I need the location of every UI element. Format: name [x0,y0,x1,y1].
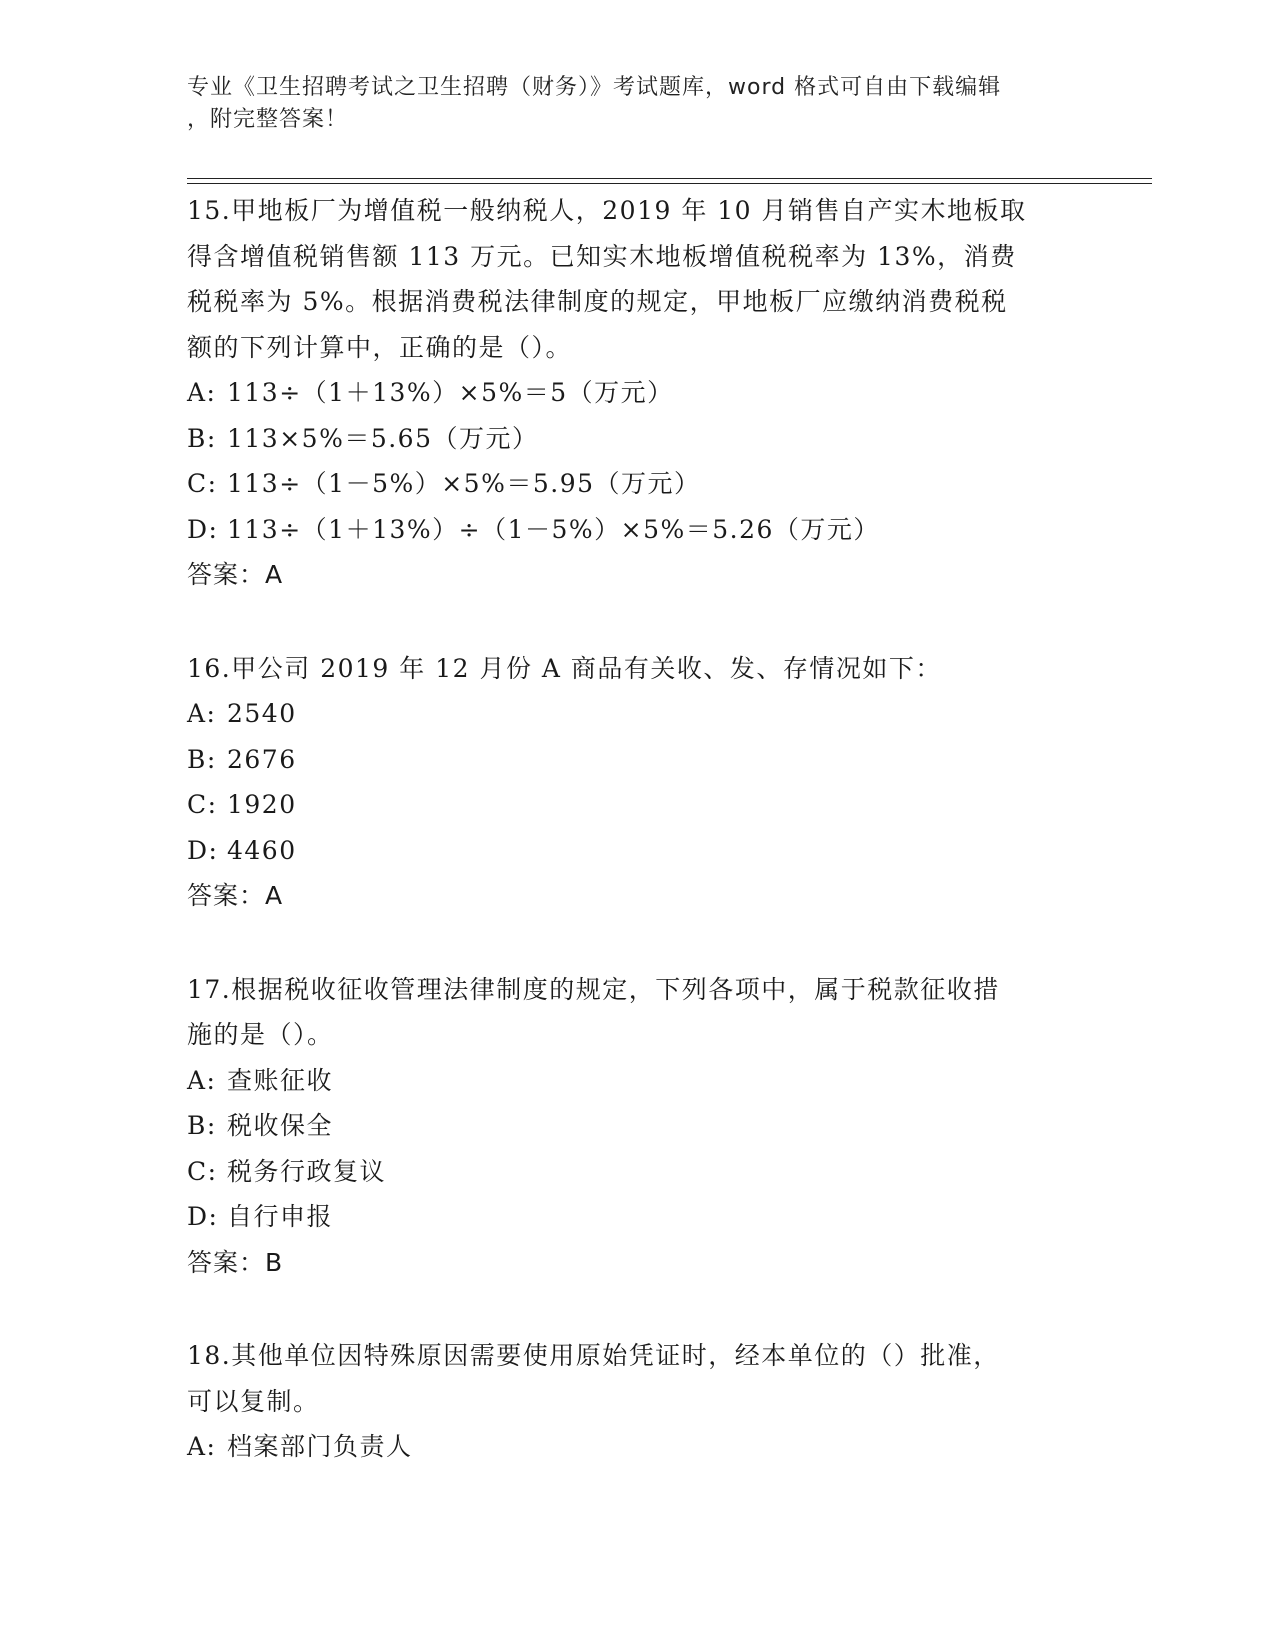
option-a [187,1424,1087,1470]
option-letter: C: [187,469,218,498]
header-divider-top [187,178,1152,179]
option-text: 113÷（1－5%）×5%＝5.95（万元） [227,469,701,498]
option-letter: A: [187,378,217,407]
option-b [187,416,1087,462]
question-15 [187,188,1087,598]
question-stem-line: 额的下列计算中，正确的是（）。 [187,332,573,362]
option-letter: D: [187,1202,219,1231]
option-b [187,737,1087,783]
question-stem-line: 施的是（）。 [187,1020,334,1049]
option-a [187,1058,1087,1104]
document-header [187,72,1067,136]
answer-line: 答案：A [187,560,284,589]
option-text: 113÷（1＋13%）÷（1－5%）×5%＝5.26（万元） [227,514,880,544]
option-letter: B: [187,423,217,453]
option-d [187,1194,1087,1240]
option-text: 档案部门负责人 [227,1432,413,1461]
option-text: 查账征收 [227,1065,334,1095]
question-stem-line: 16.甲公司 2019 年 12 月份 A 商品有关收、发、存情况如下： [187,653,942,683]
option-letter: C: [187,790,218,819]
header-line-1: 专业《卫生招聘考试之卫生招聘（财务）》考试题库，word 格式可自由下载编辑 [187,75,1002,100]
option-text: 2540 [227,699,297,728]
option-text: 4460 [227,835,297,865]
option-letter: A: [187,699,217,728]
option-b [187,1103,1087,1149]
option-a [187,370,1087,416]
question-stem-line: 税税率为 5%。根据消费税法律制度的规定，甲地板厂应缴纳消费税税 [187,287,1008,316]
option-letter: D: [187,514,219,544]
option-text: 自行申报 [227,1202,334,1231]
option-letter: C: [187,1156,218,1186]
question-17 [187,967,1087,1286]
question-stem-line: 17.根据税收征收管理法律制度的规定，下列各项中，属于税款征收措 [187,974,1000,1004]
question-16 [187,646,1087,919]
header-divider-bottom [187,183,1152,184]
question-stem-line: 15.甲地板厂为增值税一般纳税人，2019 年 10 月销售自产实木地板取 [187,196,1027,225]
option-letter: B: [187,744,217,774]
header-line-2: ，附完整答案！ [187,107,349,132]
question-stem-line: 可以复制。 [187,1386,320,1416]
option-letter: D: [187,835,219,865]
option-c [187,782,1087,828]
option-text: 1920 [227,790,297,819]
question-18 [187,1333,1087,1470]
option-c [187,461,1087,507]
question-stem-line: 得含增值税销售额 113 万元。已知实木地板增值税税率为 13%，消费 [187,241,1017,271]
answer-line: 答案：A [187,881,284,910]
question-stem-line: 18.其他单位因特殊原因需要使用原始凭证时，经本单位的（）批准， [187,1341,1000,1370]
option-text: 113×5%＝5.65（万元） [227,423,539,453]
question-list [187,188,1087,1470]
option-text: 税务行政复议 [227,1156,387,1186]
option-letter: A: [187,1065,217,1095]
answer-line: 答案：B [187,1247,284,1277]
option-d [187,828,1087,874]
option-text: 2676 [227,744,297,774]
option-d [187,507,1087,553]
option-a [187,691,1087,737]
option-letter: A: [187,1432,217,1461]
option-letter: B: [187,1111,217,1140]
option-text: 税收保全 [227,1111,334,1140]
option-c [187,1149,1087,1195]
option-text: 113÷（1＋13%）×5%＝5（万元） [227,378,674,407]
